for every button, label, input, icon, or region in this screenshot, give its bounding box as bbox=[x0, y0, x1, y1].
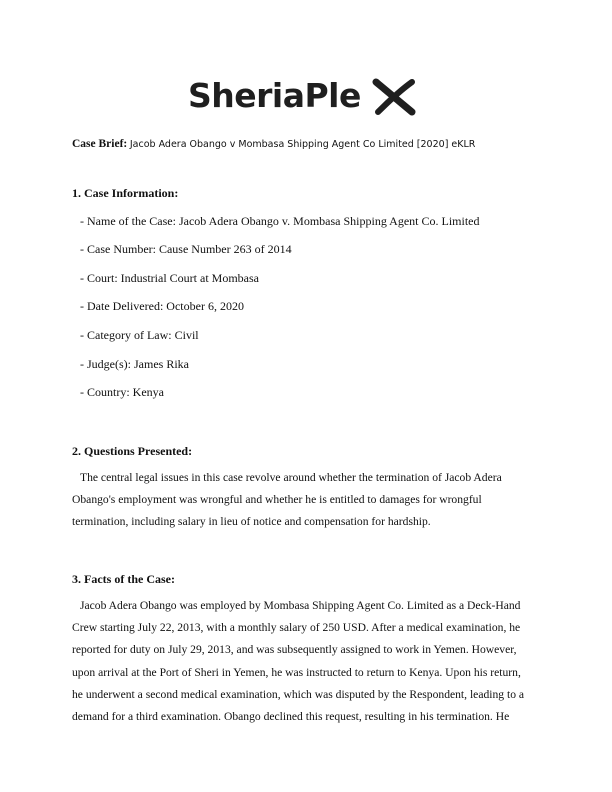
section-heading-questions-presented: 2. Questions Presented: bbox=[72, 444, 193, 458]
paragraph-line: Jacob Adera Obango was employed by Mombasa Shipping Agent Co. Limited as a Deck-Hand bbox=[80, 599, 521, 612]
case-info-item: - Judge(s): James Rika bbox=[80, 357, 189, 371]
case-info-item: - Court: Industrial Court at Mombasa bbox=[80, 271, 259, 285]
x-mark-icon bbox=[372, 78, 418, 116]
paragraph-line: he underwent a second medical examination, which was disputed by the Respondent, leading to a bbox=[72, 687, 525, 701]
section-heading-facts-of-the-case: 3. Facts of the Case: bbox=[72, 572, 175, 586]
paragraph-line: upon arrival at the Port of Sheri in Yemen, he was instructed to return to Kenya. Upon his return, bbox=[72, 665, 521, 679]
logo-wordmark: SheriaPle bbox=[188, 76, 361, 115]
paragraph-line: termination, including salary in lieu of notice and compensation for hardship. bbox=[72, 515, 431, 529]
facts-paragraph bbox=[72, 595, 546, 728]
paragraph-line: demand for a third examination. Obango declined this request, resulting in his termination. He bbox=[72, 710, 510, 724]
case-info-item: - Date Delivered: October 6, 2020 bbox=[80, 299, 244, 313]
paragraph-line: reported for duty on July 29, 2013, and was subsequently assigned to work in Yemen. However, bbox=[72, 643, 517, 657]
case-brief-title: Jacob Adera Obango v Mombasa Shipping Agent Co Limited [2020] eKLR bbox=[129, 139, 476, 150]
case-info-item: - Case Number: Cause Number 263 of 2014 bbox=[80, 242, 292, 256]
case-info-item: - Country: Kenya bbox=[80, 385, 164, 399]
section-heading-case-information: 1. Case Information: bbox=[72, 186, 179, 200]
questions-paragraph bbox=[72, 467, 546, 534]
case-info-item: - Category of Law: Civil bbox=[80, 328, 199, 342]
case-brief-label: Case Brief: bbox=[72, 138, 128, 150]
case-info-item: - Name of the Case: Jacob Adera Obango v. Mombasa Shipping Agent Co. Limited bbox=[80, 214, 480, 228]
paragraph-line: Crew starting July 22, 2013, with a monthly salary of 250 USD. After a medical examination, he bbox=[72, 621, 521, 635]
case-brief-line bbox=[72, 138, 475, 150]
paragraph-line: The central legal issues in this case revolve around whether the termination of Jacob Adera bbox=[80, 471, 502, 484]
paragraph-line: Obango's employment was wrongful and whether he is entitled to damages for wrongful bbox=[72, 493, 482, 507]
sheriaplex-logo bbox=[188, 72, 424, 120]
